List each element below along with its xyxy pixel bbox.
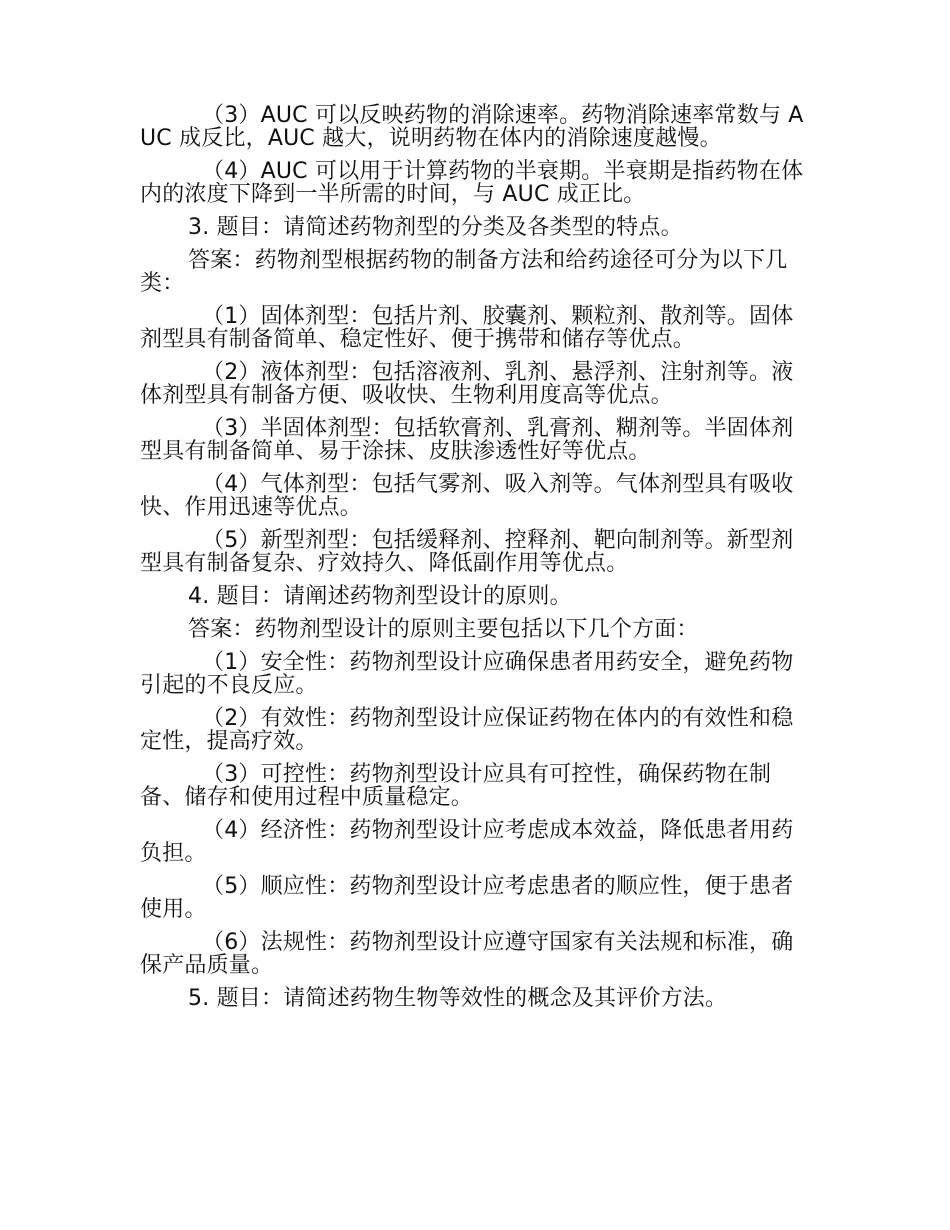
question-5-title: 5. 题目：请简述药物生物等效性的概念及其评价方法。 <box>188 986 728 1011</box>
question-3-title: 3. 题目：请简述药物剂型的分类及各类型的特点。 <box>188 215 683 240</box>
design-principle-economy: （4）经济性：药物剂型设计应考虑成本效益，降低患者用药负担。 <box>140 818 794 866</box>
design-principle-effectiveness: （2）有效性：药物剂型设计应保证药物在体内的有效性和稳定性，提高疗效。 <box>140 706 794 754</box>
document-body <box>140 104 810 1020</box>
paragraph-auc-3: （3）AUC 可以反映药物的消除速率。药物消除速率常数与 AUC 成反比，AUC 越大，说明药物在体内的消除速度越慢。 <box>140 103 804 151</box>
dosage-form-new: （5）新型剂型：包括缓释剂、控释剂、靶向制剂等。新型剂型具有制备复杂、疗效持久、降低副作用等优点。 <box>140 528 794 576</box>
design-principle-controllability: （3）可控性：药物剂型设计应具有可控性，确保药物在制备、储存和使用过程中质量稳定。 <box>140 762 772 810</box>
dosage-form-solid: （1）固体剂型：包括片剂、胶囊剂、颗粒剂、散剂等。固体剂型具有制备简单、稳定性好、便于携带和储存等优点。 <box>140 304 794 352</box>
dosage-form-semisolid: （3）半固体剂型：包括软膏剂、乳膏剂、糊剂等。半固体剂型具有制备简单、易于涂抹、皮肤渗透性好等优点。 <box>140 416 794 464</box>
question-4-title: 4. 题目：请阐述药物剂型设计的原则。 <box>188 584 572 609</box>
answer-3-intro: 答案：药物剂型根据药物的制备方法和给药途径可分为以下几类： <box>140 248 788 296</box>
design-principle-safety: （1）安全性：药物剂型设计应确保患者用药安全，避免药物引起的不良反应。 <box>140 650 794 698</box>
dosage-form-gas: （4）气体剂型：包括气雾剂、吸入剂等。气体剂型具有吸收快、作用迅速等优点。 <box>140 472 794 520</box>
paragraph-auc-4: （4）AUC 可以用于计算药物的半衰期。半衰期是指药物在体内的浓度下降到一半所需的时间，与 AUC 成正比。 <box>140 159 804 207</box>
dosage-form-liquid: （2）液体剂型：包括溶液剂、乳剂、悬浮剂、注射剂等。液体剂型具有制备方便、吸收快、生物利用度高等优点。 <box>140 360 794 408</box>
answer-4-intro: 答案：药物剂型设计的原则主要包括以下几个方面： <box>188 617 699 642</box>
design-principle-compliance: （5）顺应性：药物剂型设计应考虑患者的顺应性，便于患者使用。 <box>140 874 794 922</box>
design-principle-regulatory: （6）法规性：药物剂型设计应遵守国家有关法规和标准，确保产品质量。 <box>140 930 794 978</box>
